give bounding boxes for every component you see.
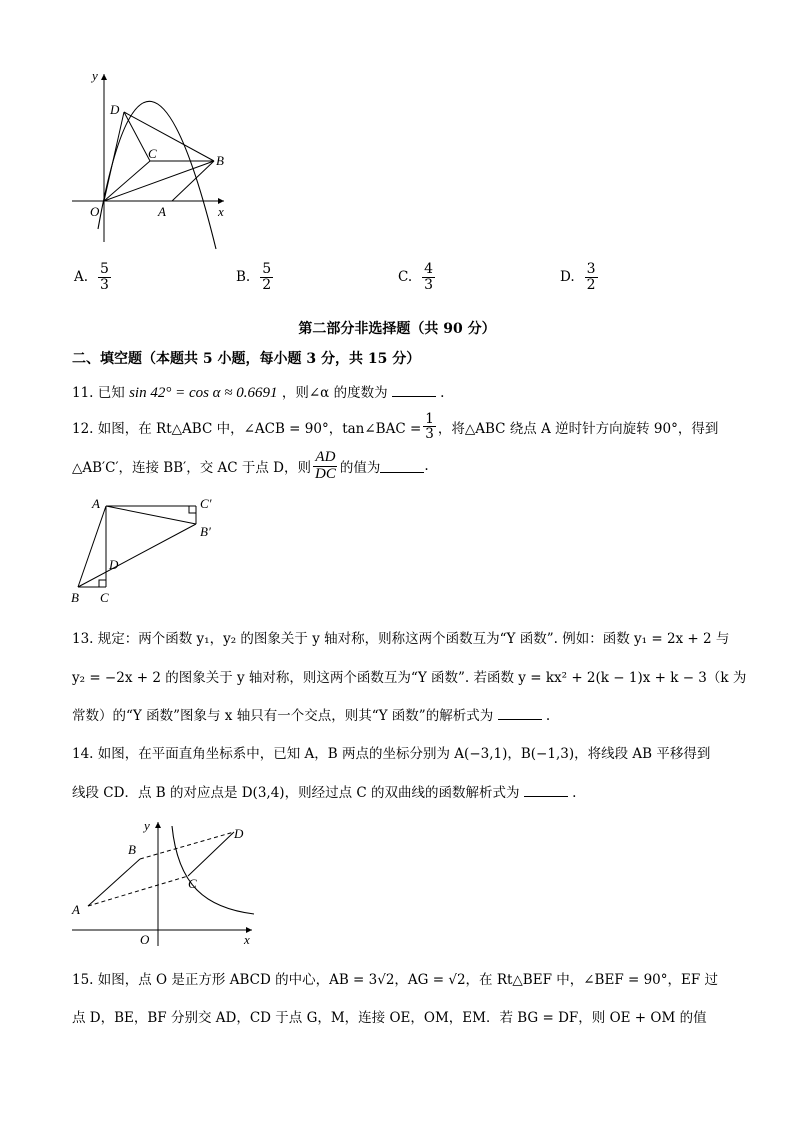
question-14-line-1: 14. 如图，在平面直角坐标系中，已知 A，B 两点的坐标分别为 A(−3,1)，B(−1,3)，将线段 AB 平移得到 (72, 746, 711, 762)
q13-answer-blank[interactable] (498, 707, 542, 720)
option-b-fraction (260, 262, 273, 292)
q14-line2-text: 线段 CD．点 B 的对应点是 D(3,4)，则经过点 C 的双曲线的函数解析式为 (72, 785, 520, 801)
q12-answer-blank[interactable] (380, 460, 424, 473)
label-B: B (216, 153, 224, 168)
q11-answer-blank[interactable] (392, 384, 436, 397)
option-b-letter: B. (236, 269, 251, 286)
option-c-fraction (422, 262, 435, 292)
label-D: D (234, 826, 244, 841)
q12-ratio-den: DC (315, 465, 336, 482)
question-12-line-2 (72, 450, 429, 483)
option-d-num: 3 (586, 261, 596, 277)
question-13-line-1: 13. 规定：两个函数 y₁，y₂ 的图象关于 y 轴对称，则称这两个函数互为“Y 函数”. 例如：函数 y₁ = 2x + 2 与 (72, 631, 730, 647)
option-c[interactable] (398, 262, 437, 292)
section-title: 第二部分非选择题（共 90 分） (298, 321, 496, 337)
question-13-line-3 (72, 704, 550, 724)
q12-line1-b: ，将△ABC 绕点 A 逆时针方向旋转 90°，得到 (437, 420, 719, 437)
segment-OC (104, 161, 150, 201)
q11-end: . (440, 385, 445, 401)
option-d-letter: D. (560, 269, 575, 286)
parabola-curve (98, 101, 216, 249)
figure-q14 (66, 816, 266, 950)
label-A: A (92, 496, 100, 511)
label-y: y (92, 68, 98, 83)
option-c-num: 4 (424, 261, 434, 277)
label-C: C (188, 876, 197, 891)
question-12-line-1 (72, 412, 718, 441)
option-a-fraction (98, 262, 111, 292)
q11-math: sin 42° = cos α ≈ 0.6691 (129, 385, 278, 401)
q12-line1-a: 12. 如图，在 Rt△ABC 中，∠ACB = 90°，tan∠BAC = (72, 420, 422, 437)
question-11 (72, 381, 444, 402)
right-angle-mark-c1 (189, 506, 196, 513)
q12-ratio-num: AD (315, 449, 336, 465)
label-O: O (140, 932, 150, 947)
option-b-num: 5 (262, 261, 272, 277)
label-A: A (72, 902, 80, 917)
question-15-line-2: 点 D，BE，BF 分别交 AD，CD 于点 G，M，连接 OE，OM，EM．若 BG = DF，则 OE + OM 的值 (72, 1010, 707, 1026)
q12-tan-fraction (423, 412, 436, 441)
figure-q14-svg (66, 816, 266, 950)
segment-BB1 (78, 524, 196, 587)
segment-AC-dashed (88, 876, 188, 906)
option-c-den: 3 (424, 276, 434, 293)
segment-AB1 (106, 506, 196, 524)
option-d-fraction (585, 262, 598, 292)
label-C-prime: C′ (200, 496, 212, 511)
q12-ratio-fraction (313, 450, 338, 483)
label-x: x (244, 932, 250, 947)
q11-post: ，则∠α 的度数为 (281, 385, 388, 401)
label-A: A (158, 204, 166, 219)
label-C: C (100, 590, 109, 605)
q13-end: . (545, 708, 551, 724)
figure-q12 (66, 494, 226, 608)
label-x: x (218, 204, 224, 219)
q12-tan-den: 3 (425, 426, 434, 443)
option-c-letter: C. (398, 269, 413, 286)
option-a[interactable] (74, 262, 113, 292)
label-C: C (148, 146, 157, 161)
question-13-line-2: y₂ = −2x + 2 的图象关于 y 轴对称，则这两个函数互为“Y 函数”. 若函数 y = kx² + 2(k − 1)x + k − 3（k 为 (72, 670, 747, 686)
y-axis-arrow-icon (155, 822, 161, 828)
option-d[interactable] (560, 262, 600, 292)
label-B: B (128, 842, 136, 857)
q14-end: . (572, 785, 577, 801)
fill-in-section-title: 二、填空题（本题共 5 小题，每小题 3 分，共 15 分） (72, 351, 421, 367)
option-d-den: 2 (586, 276, 596, 293)
question-14-line-2 (72, 781, 576, 801)
q12-end: . (424, 458, 429, 475)
figure-q12-svg (66, 494, 226, 608)
option-a-num: 5 (100, 261, 109, 277)
question-15-line-1: 15. 如图，点 O 是正方形 ABCD 的中心，AB = 3√2，AG = √2，在 Rt△BEF 中，∠BEF = 90°，EF 过 (72, 972, 719, 988)
figure-q10-svg (66, 64, 236, 254)
label-D: D (109, 557, 119, 572)
option-b[interactable] (236, 262, 275, 292)
label-B: B (71, 590, 79, 605)
segment-OD (104, 112, 124, 201)
figure-q10 (66, 64, 236, 254)
q14-answer-blank[interactable] (524, 784, 568, 797)
option-a-den: 3 (100, 276, 109, 293)
label-y: y (144, 818, 150, 833)
q13-line3-text: 常数）的“Y 函数”图象与 x 轴只有一个交点，则其“Y 函数”的解析式为 (72, 708, 494, 724)
q12-tan-num: 1 (425, 411, 434, 427)
q11-prefix: 11. 已知 (72, 385, 125, 401)
label-D: D (110, 102, 120, 117)
segment-AB (88, 859, 140, 906)
y-axis-arrow-icon (101, 74, 107, 80)
q12-line2-b: 的值为 (339, 460, 381, 477)
option-a-letter: A. (74, 269, 89, 286)
label-B-prime: B′ (200, 524, 211, 539)
option-b-den: 2 (262, 276, 272, 293)
q12-line2-a: △AB′C′，连接 BB′，交 AC 于点 D，则 (72, 460, 311, 477)
label-O: O (90, 204, 100, 219)
right-angle-mark-c (99, 580, 106, 587)
